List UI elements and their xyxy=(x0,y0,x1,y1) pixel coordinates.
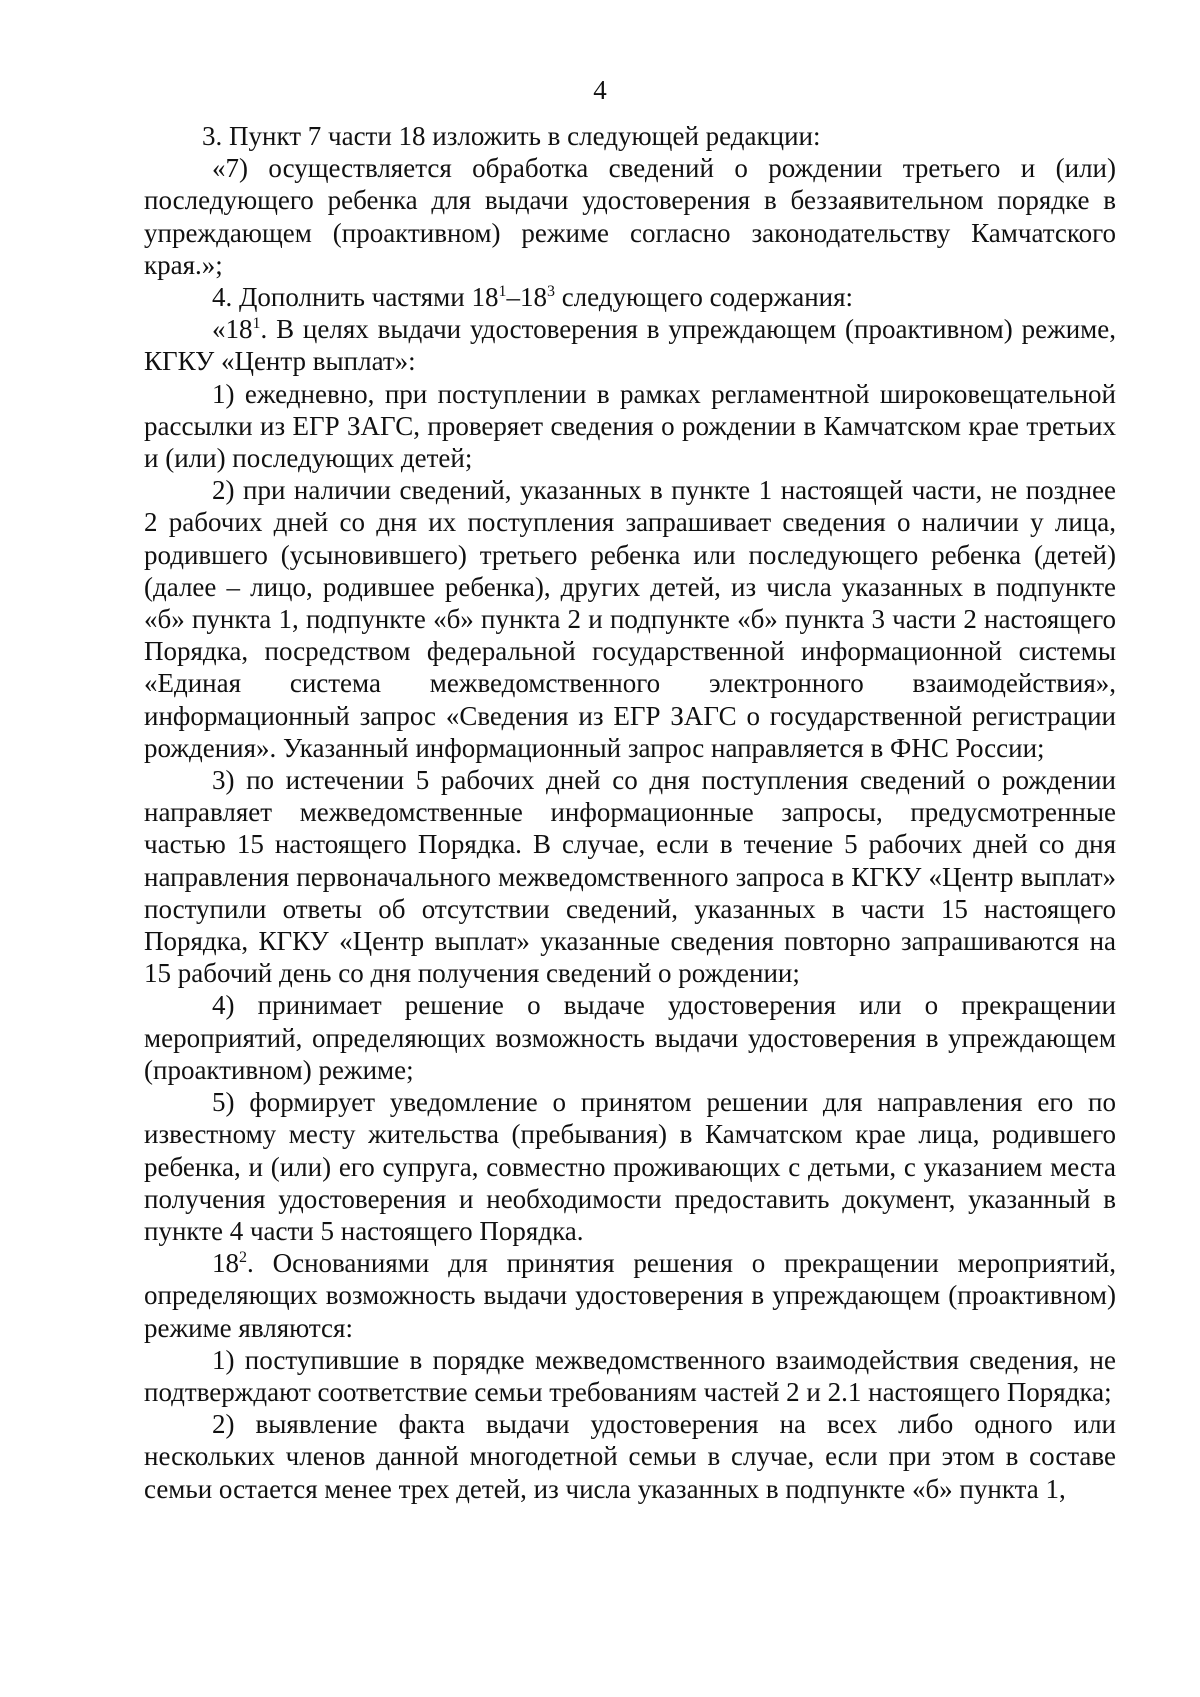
paragraph-subitem-5: 5) формирует уведомление о принятом решении для направления его по известному месту жительства (пребывания) в Камчатском крае лица, родившего ребенка, и (или) его супруга, совместно проживающих с детьми, с указанием места получения удостоверения и необходимости предоставить документ, указанный в пункте 4 части 5 настоящего Порядка. xyxy=(144,1087,1116,1246)
paragraph-ground-2: 2) выявление факта выдачи удостоверения на всех либо одного или нескольких членов данной многодетной семьи в случае, если при этом в составе семьи остается менее трех детей, из числа указанных в подпункте «б» пункта 1, xyxy=(144,1409,1116,1504)
superscript: 1 xyxy=(252,315,261,333)
superscript: 3 xyxy=(546,283,555,301)
paragraph-subitem-3: 3) по истечении 5 рабочих дней со дня поступления сведений о рождении направляет межведомственные информационные запросы, предусмотренные частью 15 настоящего Порядка. В случае, если в течение 5 рабочих дней со дня направления первоначального межведомственного запроса в КГКУ «Центр выплат» поступили ответы об отсутствии сведений, указанных в части 15 настоящего Порядка, КГКУ «Центр выплат» указанные сведения повторно запрашиваются на 15 рабочий день со дня получения сведений о рождении; xyxy=(144,765,1116,989)
paragraph-part-18-1 xyxy=(144,313,1116,377)
paragraph-part-18-2 xyxy=(144,1247,1116,1344)
paragraph-item-4 xyxy=(144,281,1116,313)
text-fragment: следующего содержания: xyxy=(554,282,854,313)
paragraph-subitem-2: 2) при наличии сведений, указанных в пункте 1 настоящей части, не позднее 2 рабочих дней со дня их поступления запрашивает сведения о наличии у лица, родившего (усыновившего) третьего ребенка или последующего ребенка (детей) (далее – лицо, родившее ребенка), других детей, из числа указанных в подпункте «б» пункта 1, подпункте «б» пункта 2 и подпункте «б» пункта 3 части 2 настоящего Порядка, посредством федеральной государственной информационной системы «Единая система межведомственного электронного взаимодействия», информационный запрос «Сведения из ЕГР ЗАГС о государственной регистрации рождения». Указанный информационный запрос направляется в ФНС России; xyxy=(144,475,1116,763)
paragraph-subitem-4: 4) принимает решение о выдаче удостоверения или о прекращении мероприятий, определяющих возможность выдачи удостоверения в упреждающем (проактивном) режиме; xyxy=(144,990,1116,1085)
text-fragment: 4. Дополнить частями 18 xyxy=(212,282,499,313)
text-fragment: «18 xyxy=(212,314,253,345)
superscript: 1 xyxy=(498,283,507,301)
text-fragment: . В целях выдачи удостоверения в упреждающем (проактивном) режиме, КГКУ «Центр выплат»: xyxy=(144,314,1116,377)
paragraph-subitem-1: 1) ежедневно, при поступлении в рамках регламентной широковещательной рассылки из ЕГР ЗАГС, проверяет сведения о рождении в Камчатском крае третьих и (или) последующих детей; xyxy=(144,378,1116,474)
superscript: 2 xyxy=(239,1249,247,1267)
paragraph-ground-1: 1) поступившие в порядке межведомственного взаимодействия сведения, не подтверждают соответствие семьи требованиям частей 2 и 2.1 настоящего Порядка; xyxy=(144,1344,1116,1407)
text-fragment: 18 xyxy=(212,1248,239,1279)
text-fragment: –18 xyxy=(506,282,547,313)
text-fragment: . Основаниями для принятия решения о прекращении мероприятий, определяющих возможность выдачи удостоверения в упреждающем (проактивном) режиме являются: xyxy=(144,1248,1116,1343)
page-number: 4 xyxy=(593,75,607,105)
paragraph-quoted-item-7: «7) осуществляется обработка сведений о рождении третьего и (или) последующего ребенка для выдачи удостоверения в беззаявительном порядке в упреждающем (проактивном) режиме согласно законодательству Камчатского края.»; xyxy=(144,153,1116,280)
paragraph-item-3: 3. Пункт 7 части 18 изложить в следующей редакции: xyxy=(202,121,821,151)
